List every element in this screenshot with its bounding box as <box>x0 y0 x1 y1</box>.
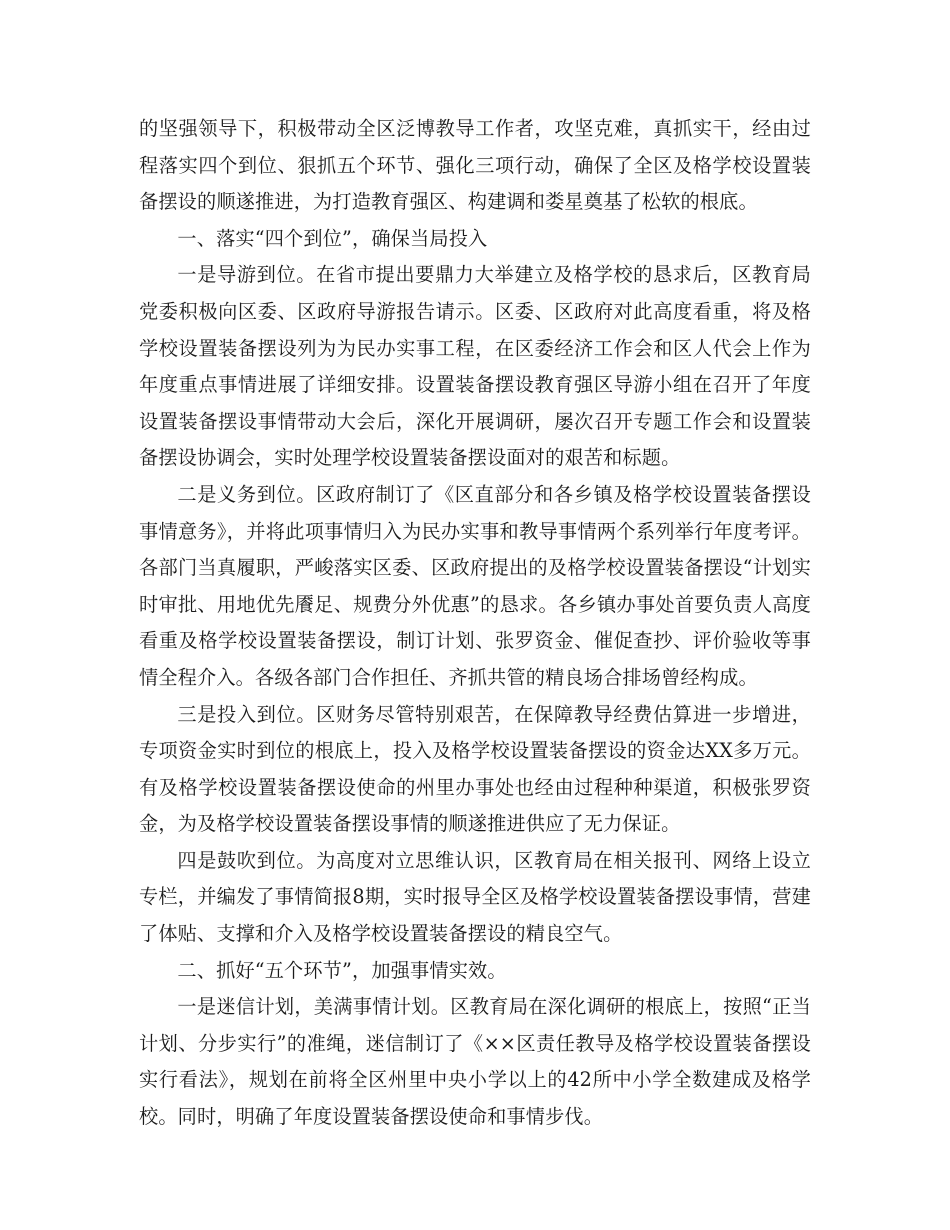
paragraph-publicity: 四是鼓吹到位。为高度对立思维认识，区教育局在相关报刊、网络上设立专栏，并编发了事情简报8期，实时报导全区及格学校设置装备摆设事情，营建了体贴、支撑和介入及格学校设置装备摆设的精良空气。 <box>139 848 811 946</box>
section-heading-four-in-place: 一、落实“四个到位”，确保当局投入 <box>177 226 488 250</box>
paragraph-leadership: 一是导游到位。在省市提出要鼎力大举建立及格学校的恳求后，区教育局党委积极向区委、区政府导游报告请示。区委、区政府对此高度看重，将及格学校设置装备摆设列为为民办实事工程，在区委经济工作会和区人代会上作为年度重点事情进展了详细安排。设置装备摆设教育强区导游小组在召开了年度设置装备摆设事情带动大会后，深化开展调研，屡次召开专题工作会和设置装备摆设协调会，实时处理学校设置装备摆设面对的艰苦和标题。 <box>139 263 811 470</box>
document-body <box>139 111 811 1136</box>
paragraph-planning: 一是迷信计划，美满事情计划。区教育局在深化调研的根底上，按照“正当计划、分步实行”的准绳，迷信制订了《××区责任教导及格学校设置装备摆设实行看法》，规划在前将全区州里中央小学以上的42所中小学全数建成及格学校。同时，明确了年度设置装备摆设使命和事情步伐。 <box>139 995 811 1129</box>
paragraph-intro-continuation: 的坚强领导下，积极带动全区泛博教导工作者，攻坚克难，真抓实干，经由过程落实四个到位、狠抓五个环节、强化三项行动，确保了全区及格学校设置装备摆设的顺遂推进，为打造教育强区、构建调和娄星奠基了松软的根底。 <box>139 117 811 214</box>
paragraph-responsibility: 二是义务到位。区政府制订了《区直部分和各乡镇及格学校设置装备摆设事情意务》，并将此项事情归入为民办实事和教导事情两个系列举行年度考评。各部门当真履职，严峻落实区委、区政府提出的及格学校设置装备摆设“计划实时审批、用地优先餍足、规费分外优惠”的恳求。各乡镇办事处首要负责人高度看重及格学校设置装备摆设，制订计划、张罗资金、催促查抄、评价验收等事情全程介入。各级各部门合作担任、齐抓共管的精良场合排场曾经构成。 <box>139 482 811 689</box>
paragraph-investment: 三是投入到位。区财务尽管特别艰苦，在保障教导经费估算进一步增进，专项资金实时到位的根底上，投入及格学校设置装备摆设的资金达XX多万元。有及格学校设置装备摆设使命的州里办事处也经由过程种种渠道，积极张罗资金，为及格学校设置装备摆设事情的顺遂推进供应了无力保证。 <box>139 702 811 836</box>
section-heading-five-links: 二、抓好“五个环节”，加强事情实效。 <box>177 958 507 982</box>
